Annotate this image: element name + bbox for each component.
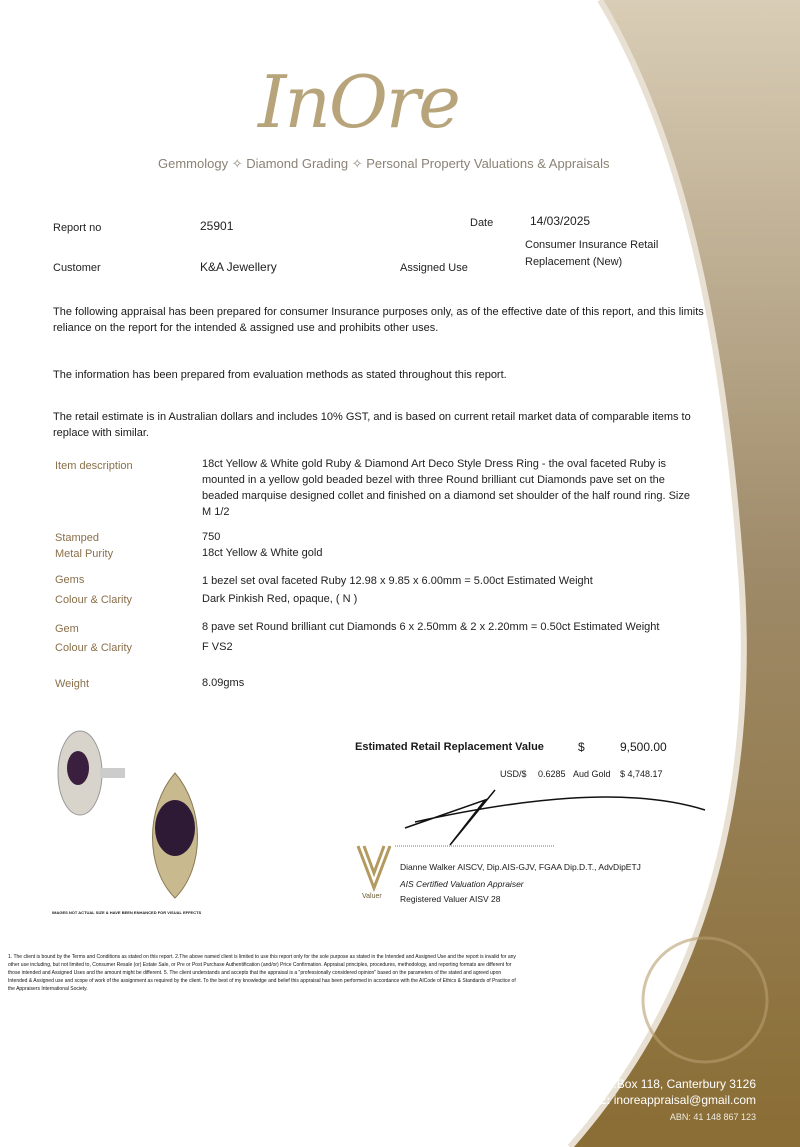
gold-label: Aud Gold <box>573 769 611 779</box>
date: 14/03/2025 <box>530 214 591 228</box>
item-label: Item description <box>55 460 133 472</box>
valuation-label: Estimated Retail Replacement Value <box>355 741 544 753</box>
date-label: Date <box>470 217 494 229</box>
footer-email-line <box>598 1093 756 1107</box>
colour-clarity: Dark Pinkish Red, opaque, ( N ) <box>202 593 358 605</box>
methods-paragraph: The information has been prepared from evaluation methods as stated throughout this report. <box>53 369 507 381</box>
footer-abn: ABN: 41 148 867 123 <box>669 1112 756 1122</box>
purpose-paragraph: The following appraisal has been prepared for consumer Insurance purposes only, as of the effective date of this report, and this limits reliance on the report for the intended & assigned use and prohibits other uses. <box>53 306 704 334</box>
gold-value: $ 4,748.17 <box>620 769 663 779</box>
email-label: E: <box>598 1093 611 1107</box>
assigned-use: Consumer Insurance Retail Replacement (New) <box>525 239 659 268</box>
assigned-use-label: Assigned Use <box>400 262 468 274</box>
ring-photo-2 <box>153 773 198 898</box>
ring-photos <box>50 728 250 908</box>
image-caption: IMAGES NOT ACTUAL SIZE & HAVE BEEN ENHANCED FOR VISUAL EFFECTS <box>52 910 202 915</box>
stamped-label: Stamped <box>55 532 100 544</box>
signature <box>395 780 715 850</box>
logo-text: InOre <box>258 60 459 144</box>
valuer-registration: Registered Valuer AISV 28 <box>400 894 501 904</box>
usd-label: USD/$ <box>500 769 527 779</box>
usd-rate: 0.6285 <box>538 769 566 779</box>
purity-label: Metal Purity <box>55 548 114 560</box>
report-no: 25901 <box>200 219 234 233</box>
footer-email[interactable]: inoreappraisal@gmail.com <box>613 1093 756 1107</box>
tagline: Gemmology ✧ Diamond Grading ✧ Personal Property Valuations & Appraisals <box>158 156 610 171</box>
purity: 18ct Yellow & White gold <box>202 547 323 559</box>
customer-label: Customer <box>53 262 101 274</box>
report-no-label: Report no <box>53 222 102 234</box>
customer: K&A Jewellery <box>200 260 277 274</box>
gem-label: Gem <box>55 623 79 635</box>
currency-paragraph: The retail estimate is in Australian dollars and includes 10% GST, and is based on current retail market data of comparable items to replace with similar. <box>53 411 691 439</box>
valuation-value: 9,500.00 <box>620 740 667 754</box>
colour-clarity-label-2: Colour & Clarity <box>55 642 133 654</box>
logo <box>258 40 508 150</box>
terms-fine-print: 1. The client is bound by the Terms and Conditions as stated on this report. 2.The above named client is limited to use this report only for the sole purpose as stated in the Intended and Assigned Use and the report is invalid for any other use including, but not limited to, Consumer Resale (or) Estate Sale, or Pre or Post Purchase Authentification (and/or) Price Confirmation. Appraisal principles, procedures, methodology, and reporting formats are different for those intended and Assigned Uses and the amount might be different. 5. The client understands and accepts that the appraisal is a "professionally considered opinion" based on the parameters of the stated and agreed upon Intended & Assigned use and scope of work of the assignment as required by the client. To the best of my knowledge and belief this appraisal has been performed in accordance with the AICode of Ethics & Standards of Practice of the Appraisers International Society. <box>8 954 516 992</box>
footer-address: P.O.Box 118, Canterbury 3126 <box>594 1077 756 1091</box>
gem: 8 pave set Round brilliant cut Diamonds 6 x 2.50mm & 2 x 2.20mm = 0.50ct Estimated Weight <box>202 621 660 633</box>
valuer-name: Dianne Walker AISCV, Dip.AIS-GJV, FGAA Dip.D.T., AdvDipETJ <box>400 862 641 872</box>
weight-label: Weight <box>55 678 90 690</box>
ring-photo-1 <box>58 731 125 815</box>
weight: 8.09gms <box>202 677 245 689</box>
colour-clarity-2: F VS2 <box>202 641 233 653</box>
stamped: 750 <box>202 531 221 543</box>
colour-clarity-label: Colour & Clarity <box>55 594 133 606</box>
item-description: 18ct Yellow & White gold Ruby & Diamond Art Deco Style Dress Ring - the oval faceted Ruby is mounted in a yellow gold beaded bezel with three Round brilliant cut Diamonds pave set on the beaded marquise designed collet and finished on a diamond set shoulder of the half round ring. Size M 1/2 <box>202 458 690 518</box>
gems: 1 bezel set oval faceted Ruby 12.98 x 9.85 x 6.00mm = 5.00ct Estimated Weight <box>202 575 593 587</box>
valuer-title: AIS Certified Valuation Appraiser <box>400 879 524 889</box>
valuation-currency: $ <box>578 740 585 754</box>
valuer-badge-text: Valuer <box>362 893 382 900</box>
gems-label: Gems <box>55 574 85 586</box>
